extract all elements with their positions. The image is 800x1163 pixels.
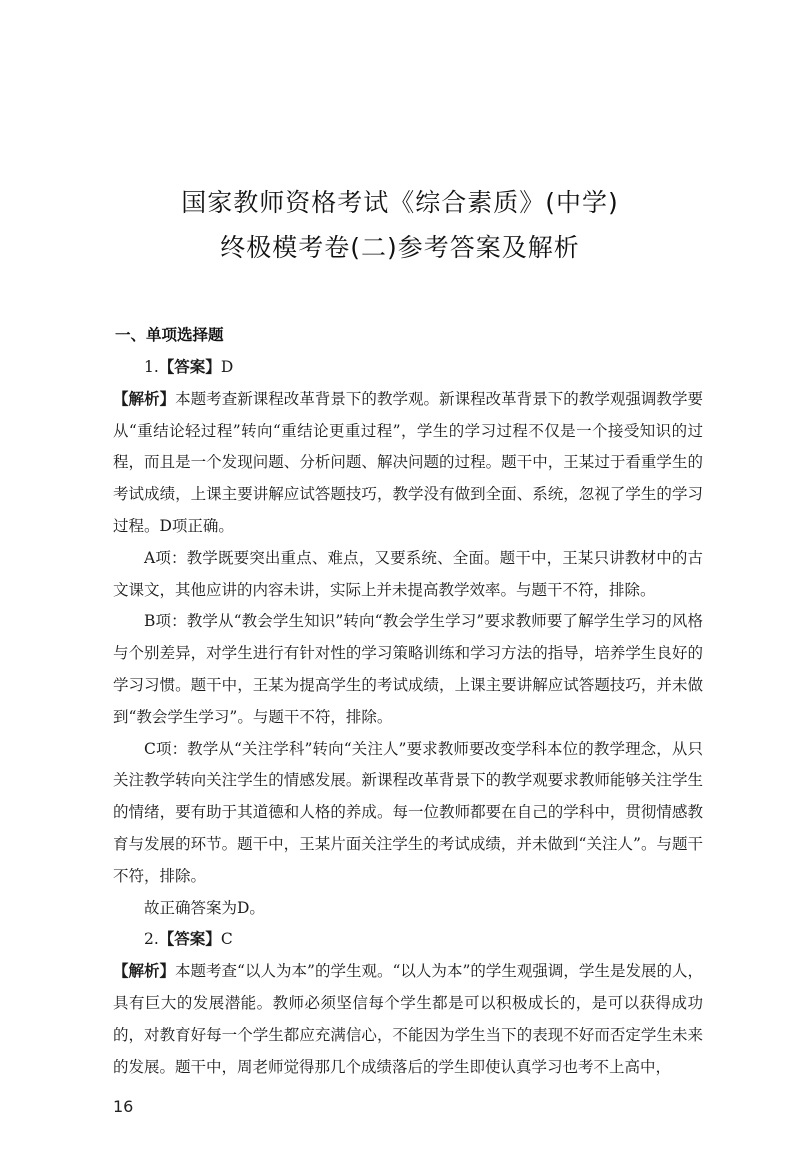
page-number: 16	[113, 1097, 134, 1116]
q1-option-a-paragraph: A项：教学既要突出重点、难点，又要系统、全面。题干中，王某只讲教材中的古文课文，其他应讲的内容未讲，实际上并未提高教学效率。与题干不符，排除。	[113, 548, 703, 599]
section-heading: 一、单项选择题	[115, 326, 224, 344]
q2-analysis-label: 【解析】	[113, 962, 176, 981]
q1-number: 1.	[144, 358, 159, 376]
document-title-line-1: 国家教师资格考试《综合素质》(中学)	[181, 188, 619, 217]
document-title-line-2: 终极模考卷(二)参考答案及解析	[220, 233, 580, 262]
answer-content	[113, 352, 703, 1083]
q2-analysis-paragraph	[113, 956, 703, 1083]
q1-analysis-paragraph	[113, 384, 703, 543]
q2-answer-value: C	[220, 930, 233, 949]
q2-answer-line	[113, 924, 703, 956]
q2-analysis-text: 本题考查“以人为本”的学生观。“以人为本”的学生观强调，学生是发展的人，具有巨大的发展潜能。教师必须坚信每个学生都是可以积极成长的，是可以获得成功的，对教育好每一个学生都应充满信心，不能因为学生当下的表现不好而否定学生未来的发展。题干中，周老师觉得那几个成绩落后的学生即使认真学习也考不上高中，	[113, 962, 703, 1076]
q1-analysis-label: 【解析】	[113, 389, 176, 408]
q2-number: 2.	[144, 930, 159, 949]
q1-answer-line	[113, 352, 703, 384]
q1-analysis-text: 本题考查新课程改革背景下的教学观。新课程改革背景下的教学观强调教学要从“重结论轻过程”转向“重结论更重过程”，学生的学习过程不仅是一个接受知识的过程，而且是一个发现问题、分析问题、解决问题的过程。题干中，王某过于看重学生的考试成绩，上课主要讲解应试答题技巧，教学没有做到全面、系统，忽视了学生的学习过程。D项正确。	[113, 389, 703, 535]
q1-option-c-paragraph: C项：教学从“关注学科”转向“关注人”要求教师要改变学科本位的教学理念，从只关注教学转向关注学生的情感发展。新课程改革背景下的教学观要求教师能够关注学生的情绪，要有助于其道德和人格的养成。每一位教师都要在自己的学科中，贯彻情感教育与发展的环节。题干中，王某片面关注学生的考试成绩，并未做到“关注人”。与题干不符，排除。	[113, 739, 703, 885]
q2-answer-label: 【答案】	[158, 930, 221, 949]
q1-answer-value: D	[220, 358, 234, 376]
q1-answer-label: 【答案】	[158, 358, 221, 376]
q1-option-b-paragraph: B项：教学从“教会学生知识”转向“教会学生学习”要求教师要了解学生学习的风格与个别差异，对学生进行有针对性的学习策略训练和学习方法的指导，培养学生良好的学习习惯。题干中，王某为提高学生的考试成绩，上课主要讲解应试答题技巧，并未做到“教会学生学习”。与题干不符，排除。	[113, 612, 703, 726]
q1-conclusion: 故正确答案为D。	[144, 898, 265, 917]
